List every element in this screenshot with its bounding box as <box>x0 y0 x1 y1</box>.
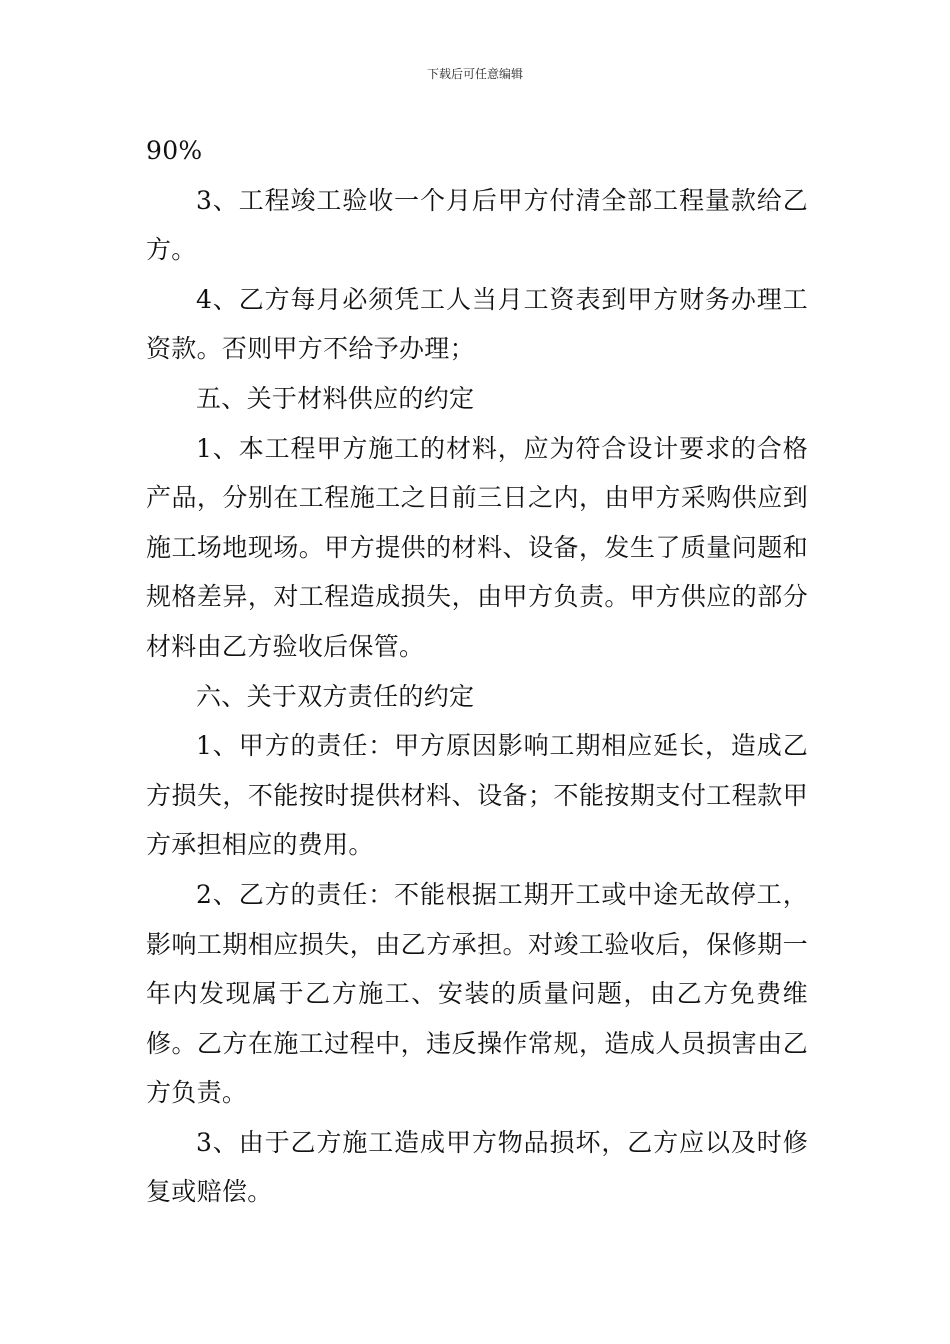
paragraph-duty-2: 2、乙方的责任：不能根据工期开工或中途无故停工，影响工期相应损失，由乙方承担。对竣工验收后，保修期一年内发现属于乙方施工、安装的质量问题，由乙方免费维修。乙方在施工过程中，违反操作常规，造成人员损害由乙方负责。 <box>146 879 808 1108</box>
paragraph-material-1: 1、本工程甲方施工的材料，应为符合设计要求的合格产品，分别在工程施工之日前三日之内，由甲方采购供应到施工场地现场。甲方提供的材料、设备，发生了质量问题和规格差异，对工程造成损失，由甲方负责。甲方供应的部分材料由乙方验收后保管。 <box>146 433 808 661</box>
section-heading-material-supply: 五、关于材料供应的约定 <box>196 383 475 413</box>
paragraph-continuation: 90% <box>146 136 203 165</box>
section-heading-responsibilities: 六、关于双方责任的约定 <box>196 681 475 711</box>
document-body <box>146 126 808 1217</box>
paragraph-payment-4: 4、乙方每月必须凭工人当月工资表到甲方财务办理工资款。否则甲方不给予办理； <box>146 284 808 364</box>
paragraph-duty-3: 3、由于乙方施工造成甲方物品损坏，乙方应以及时修复或赔偿。 <box>146 1127 808 1207</box>
paragraph-duty-1: 1、甲方的责任：甲方原因影响工期相应延长，造成乙方损失，不能按时提供材料、设备；不能按期支付工程款甲方承担相应的费用。 <box>146 731 808 860</box>
paragraph-payment-3: 3、工程竣工验收一个月后甲方付清全部工程量款给乙方。 <box>146 185 808 265</box>
page-header: 下载后可任意编辑 <box>426 67 523 81</box>
